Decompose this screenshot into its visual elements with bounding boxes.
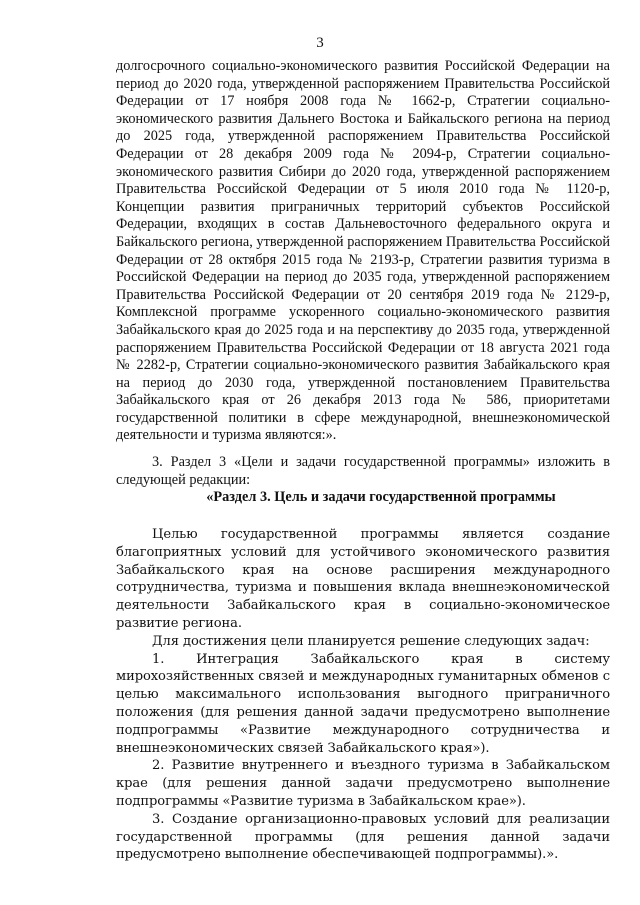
goal-paragraph: Целью государственной программы является создание благоприятных условий для устойчивого экономического развития Забайкальского края на основе расширения международного сотрудничества, туризма и повышения вклада внешнеэкономической деятельности Забайкальского края в социально-экономическое развитие региона. — [116, 527, 610, 631]
section-heading: «Раздел 3. Цель и задачи государственной программы — [206, 489, 556, 506]
continuation-block — [116, 58, 610, 445]
task-item-2: 2. Развитие внутреннего и въездного туризма в Забайкальском крае (для решения данной задачи предусмотрено выполнение подпрограммы «Развитие туризма в Забайкальском крае»). — [116, 758, 610, 809]
section-body — [116, 526, 610, 864]
amendment-item-3: 3. Раздел 3 «Цели и задачи государственной программы» изложить в следующей редакции: — [116, 454, 610, 488]
page-number: 3 — [316, 35, 324, 51]
tasks-intro-paragraph: Для достижения цели планируется решение следующих задач: — [152, 633, 590, 649]
amendment-block — [116, 454, 610, 507]
continuation-paragraph: долгосрочного социально-экономического развития Российской Федерации на период до 2020 года, утвержденной распоряжением Правительства Российской Федерации от 17 ноября 2008 года № 1662-р, Стратегии социально-экономического развития Дальнего Востока и Байкальского региона на период до 2025 года, утвержденной распоряжением Правительства Российской Федерации от 28 декабря 2009 года № 2094-р, Стратегии социально-экономического развития Сибири до 2020 года, утвержденной распоряжением Правительства Российской Федерации от 5 июля 2010 года № 1120-р, Концепции развития приграничных территорий субъектов Российской Федерации, входящих в состав Дальневосточного федерального округа и Байкальского региона, утвержденной распоряжением Правительства Российской Федерации от 28 октября 2015 года № 2193-р, Стратегии развития туризма в Российской Федерации на период до 2035 года, утвержденной распоряжением Правительства Российской Федерации от 20 сентября 2019 года № 2129-р, Комплексной программе ускоренного социально-экономического развития Забайкальского края до 2025 года и на перспективу до 2035 года, утвержденной распоряжением Правительства Российской Федерации от 18 августа 2021 года № 2282-р, Стратегии социально-экономического развития Забайкальского края на период до 2030 года, утвержденной постановлением Правительства Забайкальского края от 26 декабря 2013 года № 586, приоритетами государственной политики в сфере международной, внешнеэкономической деятельности и туризма являются:». — [116, 58, 610, 444]
task-item-1: 1. Интеграция Забайкальского края в систему мирохозяйственных связей и международных гуманитарных обменов с целью максимального использования выгодного приграничного положения (для решения данной задачи предусмотрено выполнение подпрограммы «Развитие международного сотрудничества и внешнеэкономических связей Забайкальского края»). — [116, 651, 610, 756]
task-item-3: 3. Создание организационно-правовых условий для реализации государственной программы (для решения данной задачи предусмотрено выполнение обеспечивающей подпрограммы).». — [116, 811, 610, 863]
